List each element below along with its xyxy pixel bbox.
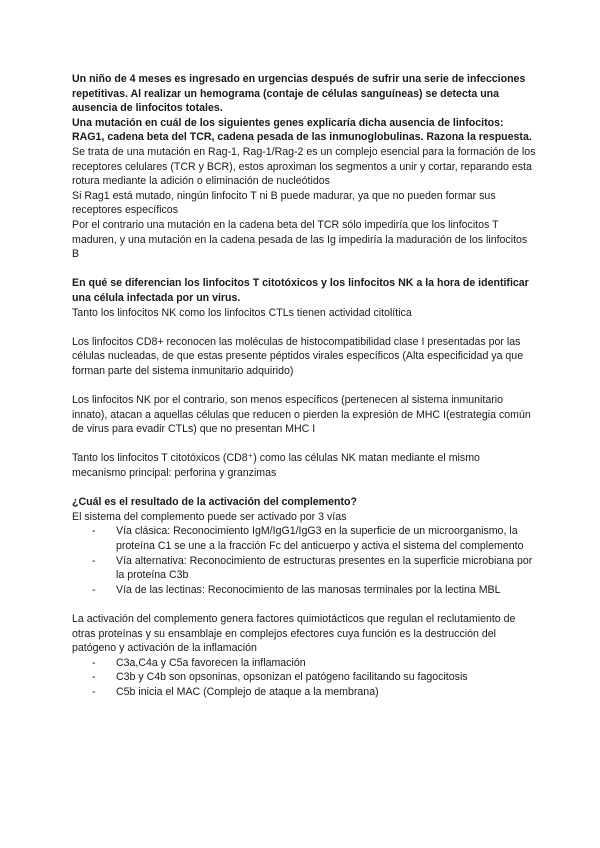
answer-3-intro: El sistema del complemento puede ser activado por 3 vías xyxy=(72,510,347,523)
question-1-case: Un niño de 4 meses es ingresado en urgencias después de sufrir una serie de infecciones repetitivas. Al realizar un hemograma (contaje de células sanguíneas) se detecta una ausencia de linfocitos totales. xyxy=(72,73,526,115)
answer-1-paragraph-1: Se trata de una mutación en Rag-1, Rag-1/Rag-2 es un complejo esencial para la formación de los receptores celulares (TCR y BCR), estos aproximan los segmentos a unir y cortar, reparando esta rotura mediante la adición o eliminación de nucleótidos xyxy=(72,145,536,188)
question-3: ¿Cuál es el resultado de la activación del complemento? xyxy=(72,496,357,509)
answer-2-paragraph-3: Los linfocitos NK por el contrario, son menos específicos (pertenecen al sistema inmunitario innato), atacan a aquellas células que reducen o pierden la expresión de MHC I(estrategia común de virus para evadir CTLs) que no presentan MHC I xyxy=(72,394,531,436)
answer-1-paragraph-2: Si Rag1 está mutado, ningún linfocito T ni B puede madurar, ya que no pueden formar sus receptores específicos xyxy=(72,189,496,217)
question-2: En qué se diferencian los linfocitos T citotóxicos y los linfocitos NK a la hora de identificar una célula infectada por un virus. xyxy=(72,277,529,304)
answer-2-paragraph-1: Tanto los linfocitos NK como los linfocitos CTLs tienen actividad citolítica xyxy=(72,306,412,319)
answer-2-paragraph-2: Los linfocitos CD8+ reconocen las moléculas de histocompatibilidad clase I presentadas por las células nucleadas, de que estas presente péptidos virales específicos (Alta especificidad ya que forman parte del sistema inmunitario adquirido) xyxy=(72,335,524,377)
list-item: - C3a,C4a y C5a favorecen la inflamación xyxy=(72,656,536,671)
list-item: - Vía alternativa: Reconocimiento de estructuras presentes en la superficie microbiana por la proteína C3b xyxy=(72,554,536,583)
answer-3-result: La activación del complemento genera factores quimiotácticos que regulan el reclutamiento de otras proteínas y su ensamblaje en complejos efectores cuya función es la destrucción del patógeno y activación de la inflamación xyxy=(72,612,516,655)
list-item: - Vía de las lectinas: Reconocimiento de las manosas terminales por la lectina MBL xyxy=(72,583,536,598)
answer-2-paragraph-4: Tanto los linfocitos T citotóxicos (CD8⁺) como las células NK matan mediante el mismo mecanismo principal: perforina y granzimas xyxy=(72,452,480,480)
list-item: - C5b inicia el MAC (Complejo de ataque a la membrana) xyxy=(72,685,536,700)
list-item: - C3b y C4b son opsoninas, opsonizan el patógeno facilitando su fagocitosis xyxy=(72,670,536,685)
effects-list xyxy=(72,656,536,700)
answer-1-paragraph-3: Por el contrario una mutación en la cadena beta del TCR sólo impediría que los linfocitos T maduren, y una mutación en la cadena pesada de las Ig impediría la maduración de los linfocitos B xyxy=(72,218,528,261)
list-item: - Vía clásica: Reconocimiento IgM/IgG1/IgG3 en la superficie de un microorganismo, la proteína C1 se une a la fracción Fc del anticuerpo y activa el sistema del complemento xyxy=(72,524,536,553)
question-1-prompt: Una mutación en cuál de los siguientes genes explicaría dicha ausencia de linfocitos: RAG1, cadena beta del TCR, cadena pesada de las inmunoglobulinas. Razona la respuesta. xyxy=(72,116,532,144)
pathways-list xyxy=(72,524,536,597)
